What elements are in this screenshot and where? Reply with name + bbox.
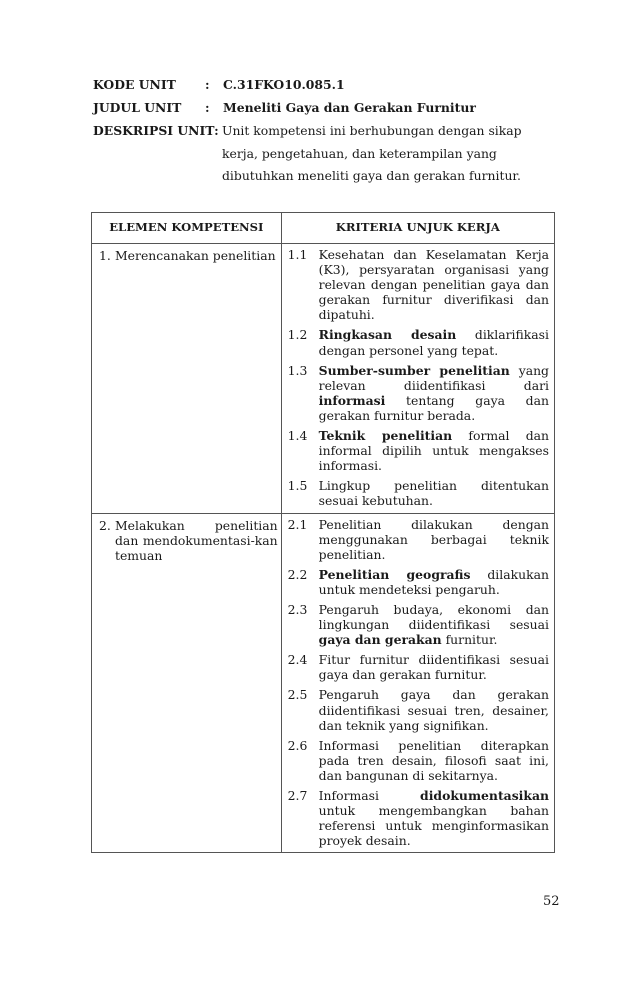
- element-item: [99, 518, 278, 563]
- criteria-item: [288, 687, 549, 732]
- criteria-text-part: Penelitian dilakukan dengan menggunakan berbagai teknik penelitian.: [318, 516, 549, 562]
- criteria-text-part: furnitur.: [441, 632, 498, 648]
- competency-table: [91, 212, 555, 853]
- criteria-key-term: Teknik penelitian: [318, 428, 453, 444]
- criteria-item: [288, 247, 549, 322]
- criteria-cell: [281, 244, 554, 514]
- criteria-text: [319, 738, 549, 783]
- criteria-text-part: yang relevan diidentifikasi dari: [318, 362, 549, 393]
- criteria-text: [319, 363, 549, 423]
- criteria-number: 1.2: [287, 327, 308, 343]
- criteria-text-part: Fitur furnitur diidentifikasi sesuai gaya dan gerakan furnitur.: [318, 652, 549, 683]
- criteria-number: 1.1: [287, 247, 308, 262]
- element-item: [99, 248, 278, 263]
- table-row: [92, 513, 555, 853]
- criteria-text-part: Pengaruh budaya, ekonomi dan lingkungan diidentifikasi sesuai: [318, 601, 549, 633]
- criteria-number: 2.7: [287, 788, 308, 803]
- criteria-key-term: informasi: [318, 392, 386, 408]
- criteria-number: 2.4: [287, 652, 308, 668]
- criteria-item: [288, 517, 549, 562]
- criteria-text-part: diklarifikasi dengan personel yang tepat.: [318, 327, 550, 358]
- criteria-number: 1.3: [287, 362, 308, 378]
- criteria-text: [319, 788, 549, 848]
- criteria-text: [319, 602, 549, 647]
- criteria-key-term: Ringkasan desain: [318, 327, 457, 343]
- criteria-text-part: Lingkup penelitian ditentukan sesuai kebutuhan.: [318, 478, 549, 509]
- criteria-text: [319, 327, 549, 357]
- criteria-text: [319, 478, 549, 508]
- criteria-text: [319, 247, 549, 322]
- criteria-key-term: Sumber-sumber penelitian: [318, 362, 510, 378]
- deskripsi-line: dibutuhkan meneliti gaya dan gerakan furnitur.: [222, 168, 521, 183]
- criteria-number: 1.5: [287, 478, 308, 494]
- criteria-number: 1.4: [287, 428, 308, 444]
- criteria-item: [288, 478, 549, 508]
- element-text: Merencanakan penelitian: [115, 248, 276, 263]
- judul-unit-label: JUDUL UNIT: [93, 100, 182, 115]
- criteria-text-part: untuk mengembangkan bahan referensi untuk menginformasikan proyek desain.: [318, 803, 549, 849]
- criteria-number: 2.3: [287, 601, 308, 617]
- element-number: 2.: [99, 517, 111, 533]
- element-number: 1.: [99, 248, 111, 263]
- criteria-cell: [281, 513, 554, 853]
- table-row: [92, 244, 555, 514]
- criteria-item: [288, 652, 549, 682]
- criteria-text-part: dilakukan untuk mendeteksi pengaruh.: [318, 566, 549, 597]
- criteria-key-term: didokumentasikan: [420, 788, 549, 803]
- judul-unit-value: Meneliti Gaya dan Gerakan Furnitur: [223, 100, 476, 115]
- criteria-text-part: Informasi penelitian diterapkan pada tren desain, filosofi saat ini, dan bangunan di sekitarnya.: [318, 737, 549, 783]
- deskripsi-unit-value: [222, 120, 542, 188]
- deskripsi-line: Unit kompetensi ini berhubungan dengan sikap: [222, 123, 522, 138]
- criteria-number: 2.1: [287, 516, 308, 532]
- criteria-text: [319, 428, 549, 473]
- criteria-key-term: gaya dan gerakan: [318, 632, 442, 648]
- criteria-item: [288, 327, 549, 357]
- kode-unit-value: C.31FKO10.085.1: [223, 77, 345, 92]
- kode-unit-label: KODE UNIT: [93, 77, 176, 92]
- page-number: 52: [543, 894, 560, 909]
- deskripsi-line: kerja, pengetahuan, dan keterampilan yang: [222, 145, 497, 161]
- element-text: Melakukan penelitian dan mendokumentasi-kan temuan: [115, 517, 278, 563]
- criteria-item: [288, 428, 549, 473]
- criteria-text: [319, 687, 549, 732]
- judul-unit-colon: :: [205, 100, 210, 115]
- criteria-key-term: Penelitian geografis: [318, 566, 471, 582]
- deskripsi-unit-label: DESKRIPSI UNIT:: [93, 123, 219, 138]
- criteria-text-part: Informasi: [318, 788, 421, 803]
- kode-unit-colon: :: [205, 77, 210, 92]
- element-cell: [92, 244, 282, 514]
- criteria-text-part: Pengaruh gaya dan gerakan diidentifikasi sesuai tren, desainer, dan teknik yang signifikan.: [318, 687, 549, 733]
- criteria-text: [319, 652, 549, 682]
- table-header-row: [92, 213, 555, 244]
- criteria-item: [288, 788, 549, 848]
- element-cell: [92, 513, 282, 853]
- header-elemen-kompetensi: ELEMEN KOMPETENSI: [92, 213, 282, 244]
- criteria-item: [288, 567, 549, 597]
- criteria-number: 2.2: [287, 566, 308, 582]
- criteria-item: [288, 363, 549, 423]
- criteria-text: [319, 567, 549, 597]
- criteria-item: [288, 602, 549, 647]
- criteria-item: [288, 738, 549, 783]
- criteria-text-part: formal dan informal dipilih untuk mengakses informasi.: [318, 428, 549, 474]
- criteria-number: 2.5: [287, 687, 308, 703]
- header-kriteria-unjuk-kerja: KRITERIA UNJUK KERJA: [281, 213, 554, 244]
- criteria-text-part: tentang gaya dan gerakan furnitur berada.: [318, 392, 549, 423]
- criteria-text: [319, 517, 549, 562]
- criteria-number: 2.6: [287, 737, 308, 753]
- criteria-text-part: Kesehatan dan Keselamatan Kerja (K3), persyaratan organisasi yang relevan dengan penelitian gaya dan gerakan furnitur diverifikasi dan dipatuhi.: [318, 247, 549, 323]
